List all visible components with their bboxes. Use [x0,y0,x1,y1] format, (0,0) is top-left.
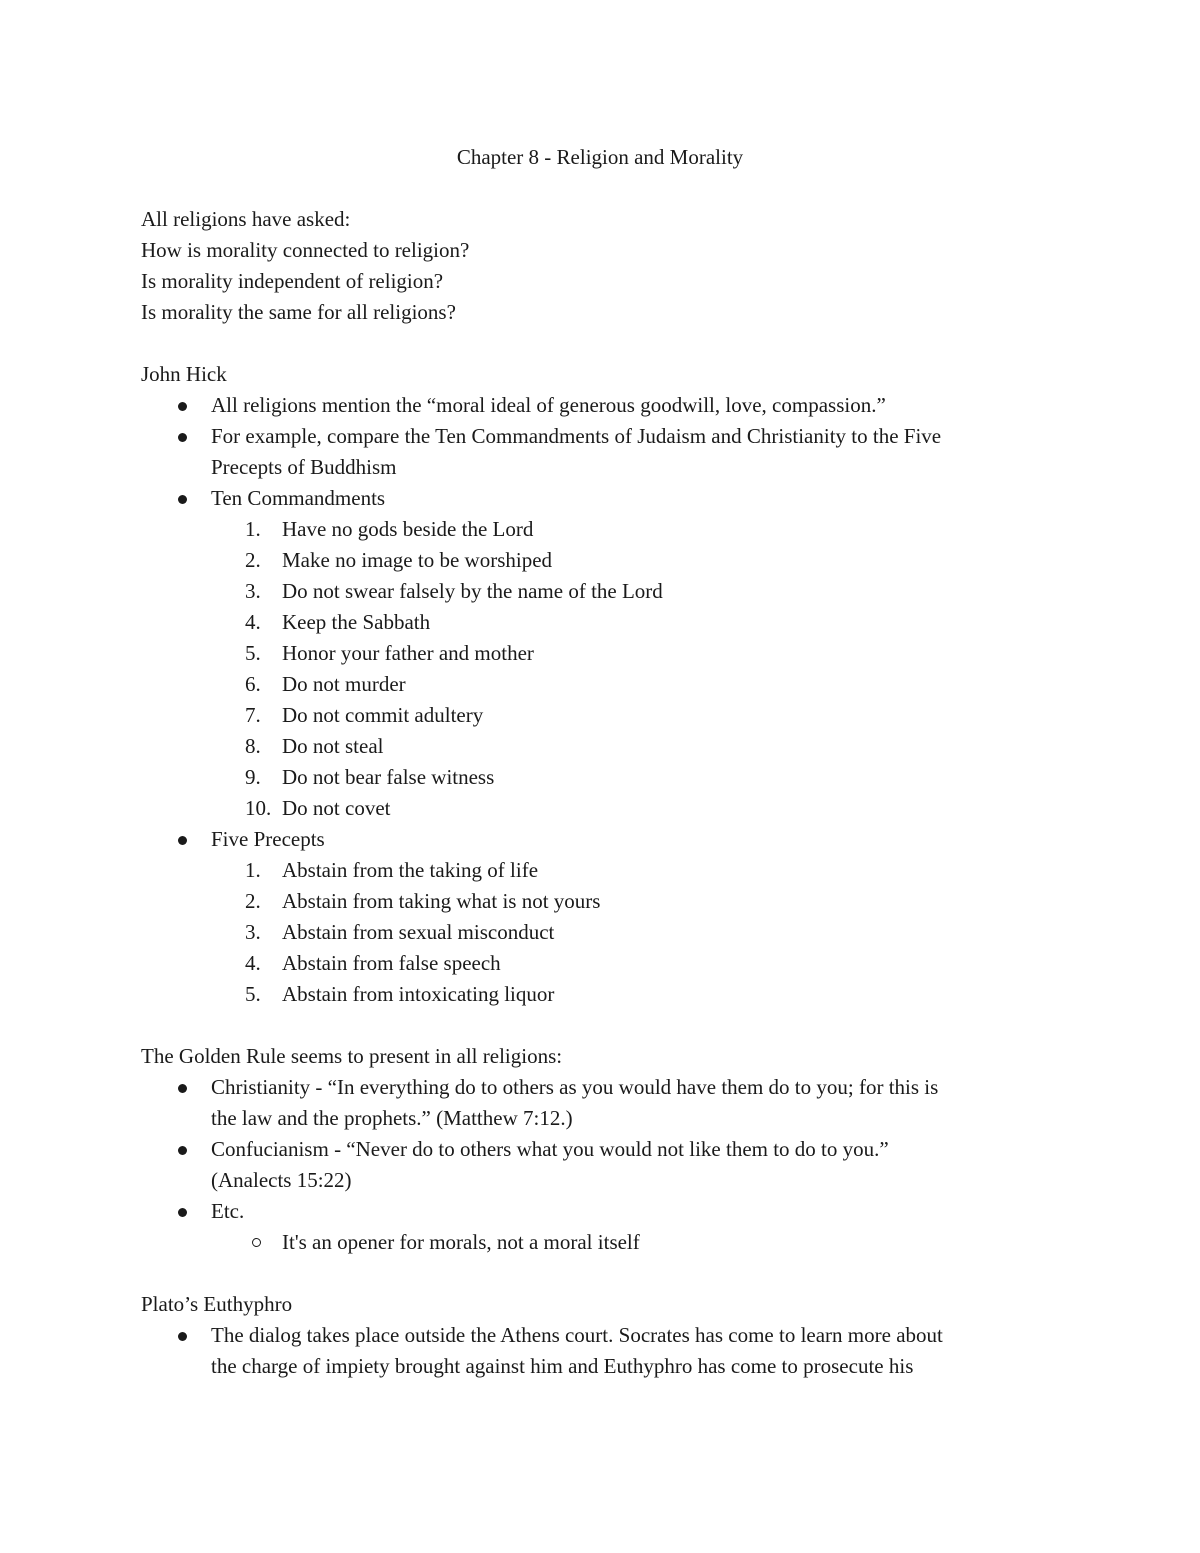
item-number: 2. [245,889,261,913]
item-number: 3. [245,920,261,944]
numbered-item [141,700,1061,731]
sub-bullet-item [141,1227,1061,1258]
bullet-text: the law and the prophets.” (Matthew 7:12.) [211,1106,573,1130]
item-number: 4. [245,610,261,634]
numbered-item [141,948,1061,979]
item-number: 5. [245,982,261,1006]
item-number: 5. [245,641,261,665]
bullet-dot-icon [178,433,187,442]
commandment-text: Do not murder [282,672,406,696]
precept-text: Abstain from the taking of life [282,858,539,882]
bullet-text: Confucianism - “Never do to others what you would not like them to do to you.” [211,1137,889,1161]
bullet-dot-icon [178,495,187,504]
commandment-text: Do not steal [282,734,384,758]
numbered-item [141,731,1061,762]
bullet-text: Christianity - “In everything do to others as you would have them do to you; for this is [211,1075,939,1099]
bullet-item [141,390,1061,421]
item-number: 1. [245,858,261,882]
item-number: 6. [245,672,261,696]
numbered-item [141,793,1061,824]
bullet-text: (Analects 15:22) [211,1168,352,1192]
item-number: 1. [245,517,261,541]
numbered-item [141,855,1061,886]
commandment-text: Keep the Sabbath [282,610,431,634]
bullet-dot-icon [178,402,187,411]
commandment-text: Honor your father and mother [282,641,534,665]
commandment-text: Have no gods beside the Lord [282,517,534,541]
numbered-item [141,514,1061,545]
item-number: 9. [245,765,261,789]
intro-question: Is morality independent of religion? [141,269,444,293]
bullet-dot-icon [178,836,187,845]
numbered-item [141,917,1061,948]
five-precepts-heading: Five Precepts [211,827,325,851]
commandment-text: Do not covet [282,796,391,820]
precept-text: Abstain from intoxicating liquor [282,982,555,1006]
bullet-text: For example, compare the Ten Commandments of Judaism and Christianity to the Five [211,424,942,448]
item-number: 7. [245,703,261,727]
precept-text: Abstain from false speech [282,951,501,975]
plato-heading: Plato’s Euthyphro [141,1292,293,1316]
numbered-item [141,979,1061,1010]
commandment-text: Do not swear falsely by the name of the Lord [282,579,663,603]
bullet-item [141,1134,1061,1196]
bullet-item [141,483,1061,514]
hollow-bullet-icon [252,1238,261,1247]
hick-heading: John Hick [141,362,227,386]
numbered-item [141,762,1061,793]
precept-text: Abstain from sexual misconduct [282,920,555,944]
numbered-item [141,638,1061,669]
numbered-item [141,669,1061,700]
item-number: 2. [245,548,261,572]
bullet-item [141,824,1061,855]
bullet-item [141,421,1061,483]
bullet-item [141,1196,1061,1227]
ten-commandments-heading: Ten Commandments [211,486,386,510]
intro-heading: All religions have asked: [141,207,351,231]
sub-bullet-text: It's an opener for morals, not a moral itself [282,1230,640,1254]
bullet-text: All religions mention the “moral ideal of generous goodwill, love, compassion.” [211,393,886,417]
intro-question: How is morality connected to religion? [141,238,470,262]
item-number: 4. [245,951,261,975]
bullet-dot-icon [178,1208,187,1217]
item-number: 8. [245,734,261,758]
commandment-text: Make no image to be worshiped [282,548,553,572]
bullet-item [141,1320,1061,1382]
bullet-text: Etc. [211,1199,245,1223]
numbered-item [141,576,1061,607]
bullet-dot-icon [178,1146,187,1155]
precept-text: Abstain from taking what is not yours [282,889,601,913]
commandment-text: Do not commit adultery [282,703,484,727]
item-number: 3. [245,579,261,603]
numbered-item [141,886,1061,917]
commandment-text: Do not bear false witness [282,765,495,789]
intro-question: Is morality the same for all religions? [141,300,456,324]
bullet-text: Precepts of Buddhism [211,455,397,479]
bullet-text: The dialog takes place outside the Athens court. Socrates has come to learn more about [211,1323,943,1347]
page-title: Chapter 8 - Religion and Morality [456,145,744,169]
numbered-item [141,545,1061,576]
item-number: 10. [245,796,272,820]
golden-rule-heading: The Golden Rule seems to present in all religions: [141,1044,563,1068]
document-body [141,204,1061,1382]
bullet-item [141,1072,1061,1134]
bullet-text: the charge of impiety brought against him and Euthyphro has come to prosecute his [211,1354,914,1378]
bullet-dot-icon [178,1332,187,1341]
numbered-item [141,607,1061,638]
bullet-dot-icon [178,1084,187,1093]
